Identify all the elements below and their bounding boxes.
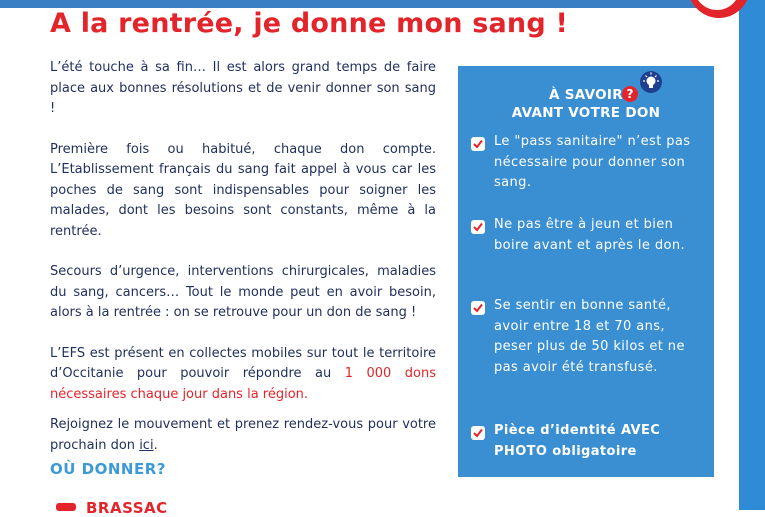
paragraph-efs [50, 344, 436, 406]
checkbox-icon [471, 220, 485, 234]
info-panel [458, 66, 714, 477]
right-decorative-stripe [739, 0, 765, 510]
question-icon: ? [622, 86, 638, 102]
checkbox-icon [471, 426, 485, 440]
paragraph-join [50, 415, 436, 456]
paragraph-join-end: . [153, 437, 158, 453]
panel-title-line2: AVANT VOTRE DON [511, 105, 661, 121]
where-to-donate-heading: OÙ DONNER? [50, 460, 166, 478]
panel-item-id: Pièce d’identité AVEC PHOTO obligatoire [494, 423, 661, 459]
page-title: A la rentrée, je donne mon sang ! [50, 8, 568, 39]
paragraph-intro: L’été touche à sa fin… Il est alors grand temps de faire place aux bonnes résolutions et de venir donner son sang ! [50, 60, 436, 116]
panel-item-health: Se sentir en bonne santé, avoir entre 18 et 70 ans, peser plus de 50 kilos et ne pas avoir été transfusé. [494, 298, 685, 375]
top-banner-strip [0, 0, 765, 8]
checkbox-icon [471, 137, 485, 151]
paragraph-efs-text: L’EFS est présent en collectes mobiles sur tout le territoire d’Occitanie pour pouvoir répondre au [50, 345, 436, 381]
appointment-link[interactable]: ici [139, 437, 154, 453]
paragraph-needs: Secours d’urgence, interventions chirurgicales, maladies du sang, cancers… Tout le monde peut en avoir besoin, alors à la rentrée : on se retrouve pour un don de sang ! [50, 264, 436, 320]
panel-title [458, 86, 714, 122]
paragraph-join-text: Rejoignez le mouvement et prenez rendez-vous pour votre prochain don [50, 417, 436, 453]
panel-item-pass: Le "pass sanitaire" n’est pas nécessaire pour donner son sang. [494, 134, 691, 190]
panel-item-eat-drink: Ne pas être à jeun et bien boire avant et après le don. [494, 217, 686, 253]
city-brassac: BRASSAC [86, 499, 168, 517]
checkbox-icon [471, 301, 485, 315]
paragraph-first-time: Première fois ou habitué, chaque don compte. L’Etablissement français du sang fait appel à vous car les poches de sang sont indispensables pour soigner les malades, dont les besoins sont constants, même à la rentrée. [50, 141, 436, 239]
donation-count-highlight: 1 000 dons nécessaires chaque jour dans la région. [50, 366, 436, 402]
panel-title-line1: À SAVOIR [549, 87, 623, 103]
article-body [50, 58, 436, 456]
